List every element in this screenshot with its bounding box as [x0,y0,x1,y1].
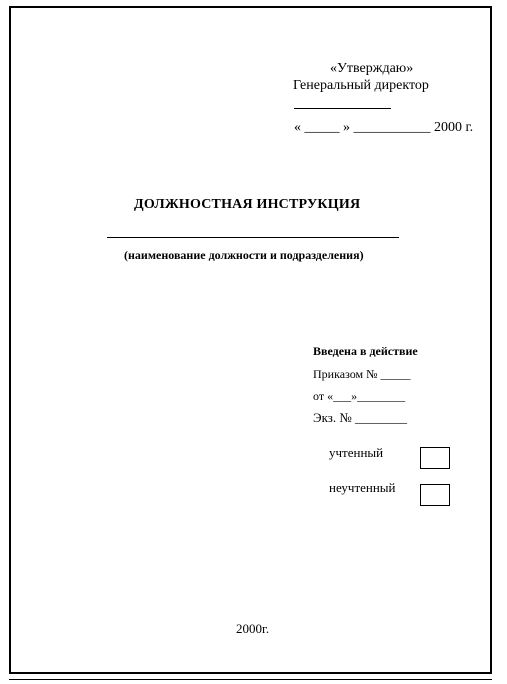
approval-date-line: « _____ » ___________ 2000 г. [294,120,474,135]
registered-checkbox[interactable] [420,447,450,469]
document-title: ДОЛЖНОСТНАЯ ИНСТРУКЦИЯ [134,197,361,212]
position-name-caption: (наименование должности и подразделения) [124,248,364,262]
unregistered-checkbox[interactable] [420,484,450,506]
approval-label: «Утверждаю» [330,61,414,76]
page-border [9,6,492,674]
approver-position: Генеральный директор [293,78,429,93]
unregistered-label: неучтенный [329,480,396,495]
registered-label: учтенный [329,445,384,460]
footer-year: 2000г. [236,621,270,636]
order-number-line: Приказом № _____ [313,367,411,381]
signature-line [294,108,391,109]
copy-number-line: Экз. № ________ [313,410,408,425]
enactment-heading: Введена в действие [313,344,418,358]
order-date-line: от «___»________ [313,389,406,403]
bottom-rule [9,679,492,680]
position-name-line [107,237,399,238]
